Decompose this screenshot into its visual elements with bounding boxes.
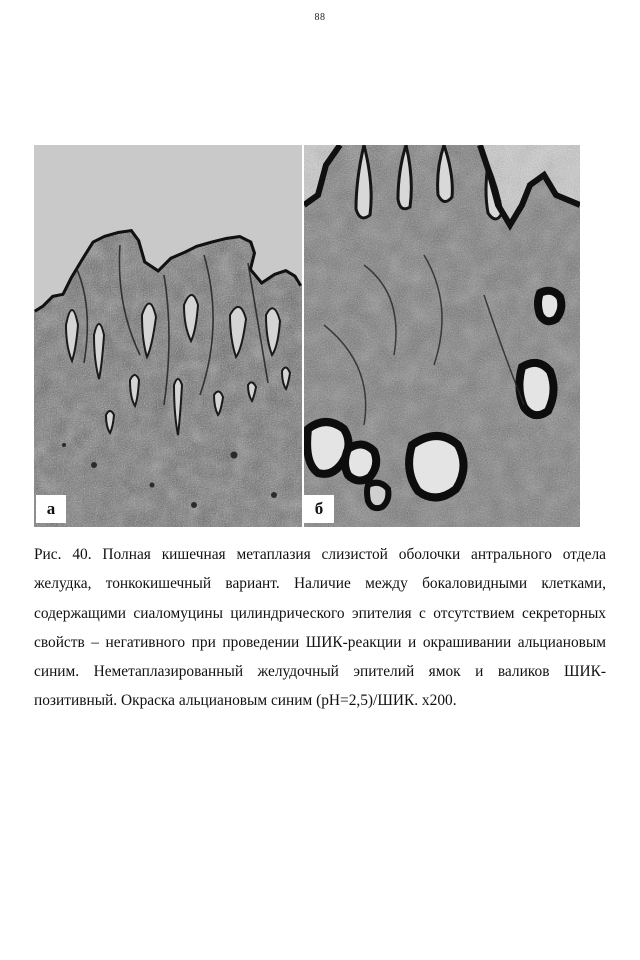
micrograph-image-b: [304, 145, 580, 527]
micrograph-figure: [34, 145, 580, 527]
figure-caption: Рис. 40. Полная кишечная метаплазия слизистой оболочки антрального отдела желудка, тонкокишечный вариант. Наличие между бокаловидными клетками, содержащими сиаломуцины цилиндрического эпителия с отсутствием секреторных свойств – негативного при проведении ШИК-реакции и окрашивании альциановым синим. Неметаплазированный желудочный эпителий ямок и валиков ШИК-позитивный. Окраска альциановым синим (pH=2,5)/ШИК. х200.: [34, 546, 606, 710]
panel-label-b: б: [304, 495, 334, 523]
micrograph-image-a: [34, 145, 302, 527]
page-number: 88: [314, 12, 326, 23]
micrograph-panel-b: [304, 145, 580, 527]
micrograph-panel-a: [34, 145, 302, 527]
panel-label-a: а: [36, 495, 66, 523]
